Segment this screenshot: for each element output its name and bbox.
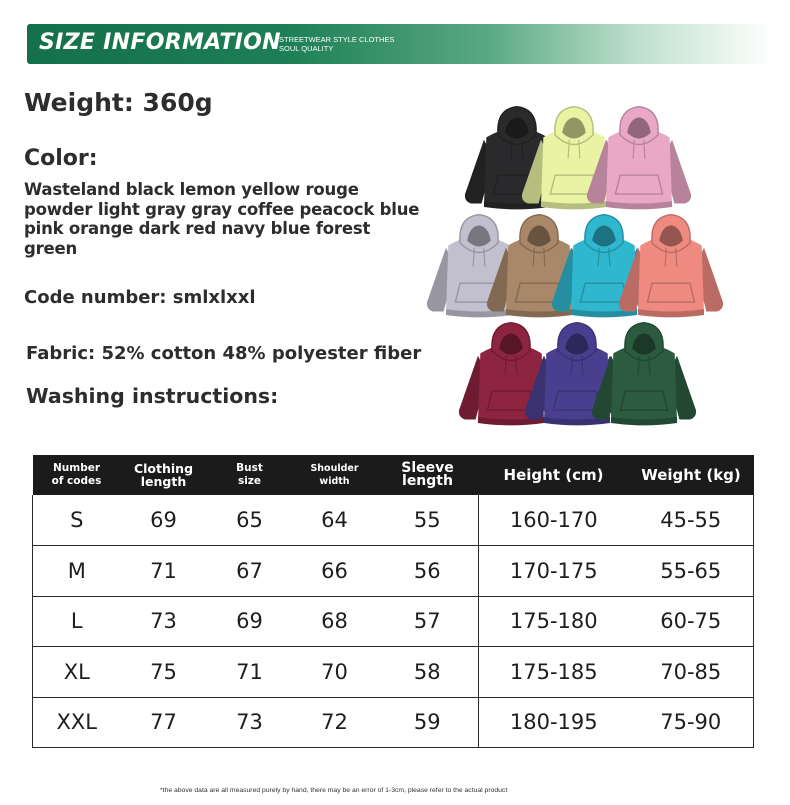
height-cell: 160-170 <box>479 495 629 546</box>
table-row <box>33 495 754 546</box>
header-bust-size: Bust size <box>207 455 293 495</box>
bust-size-cell: 65 <box>207 495 293 546</box>
clothing-length-cell: 69 <box>121 495 207 546</box>
clothing-length-cell: 73 <box>121 596 207 647</box>
size-chart-table <box>32 455 754 748</box>
clothing-length-cell: 77 <box>121 697 207 748</box>
fabric-spec: Fabric: 52% cotton 48% polyester fiber <box>26 343 422 364</box>
bust-size-cell: 71 <box>207 647 293 698</box>
banner-subtitle-line2: SOUL QUALITY <box>279 44 334 53</box>
table-row <box>33 697 754 748</box>
clothing-length-cell: 71 <box>121 546 207 597</box>
header-shoulder-width: Shoulder width <box>293 455 377 495</box>
size-code-cell: XL <box>33 647 121 698</box>
color-list: Wasteland black lemon yellow rouge powder light gray gray coffee peacock blue pink orange dark red navy blue forest green <box>24 180 420 258</box>
code-number-spec: Code number: smlxlxxl <box>24 287 256 308</box>
size-code-cell: M <box>33 546 121 597</box>
sleeve-length-cell: 58 <box>377 647 479 698</box>
bust-size-cell: 73 <box>207 697 293 748</box>
bust-size-cell: 67 <box>207 546 293 597</box>
size-code-cell: XXL <box>33 697 121 748</box>
height-cell: 175-185 <box>479 647 629 698</box>
sleeve-length-cell: 59 <box>377 697 479 748</box>
shoulder-width-cell: 66 <box>293 546 377 597</box>
banner-title: SIZE INFORMATION <box>39 30 281 55</box>
sleeve-length-cell: 56 <box>377 546 479 597</box>
table-row <box>33 546 754 597</box>
washing-instructions: Washing instructions: <box>26 384 279 408</box>
height-cell: 180-195 <box>479 697 629 748</box>
height-cell: 175-180 <box>479 596 629 647</box>
shoulder-width-cell: 68 <box>293 596 377 647</box>
header-sleeve-length: Sleeve length <box>377 455 479 495</box>
sleeve-length-cell: 57 <box>377 596 479 647</box>
hoodie-color-gallery <box>420 100 750 440</box>
header-height: Height (cm) <box>479 455 629 495</box>
weight-cell: 60-75 <box>629 596 754 647</box>
size-code-cell: S <box>33 495 121 546</box>
table-row <box>33 647 754 698</box>
color-heading: Color: <box>24 146 98 171</box>
sleeve-length-cell: 55 <box>377 495 479 546</box>
shoulder-width-cell: 72 <box>293 697 377 748</box>
weight-cell: 75-90 <box>629 697 754 748</box>
hoodie-forest-green-image <box>585 318 703 436</box>
size-code-cell: L <box>33 596 121 647</box>
hoodie-rouge-powder-image <box>580 102 698 220</box>
table-row <box>33 596 754 647</box>
measurement-footnote: *the above data are all measured purely by hand, there may be an error of 1-3cm, please refer to the actual product <box>160 787 508 794</box>
header-weight: Weight (kg) <box>629 455 754 495</box>
hoodie-pink-orange-image <box>612 210 730 328</box>
table-header-row <box>33 455 754 495</box>
banner-subtitle-line1: STREETWEAR STYLE CLOTHES <box>279 35 395 44</box>
header-clothing-length: Clothing length <box>121 455 207 495</box>
shoulder-width-cell: 70 <box>293 647 377 698</box>
clothing-length-cell: 75 <box>121 647 207 698</box>
header-number-of-codes: Number of codes <box>33 455 121 495</box>
weight-spec: Weight: 360g <box>24 88 213 117</box>
shoulder-width-cell: 64 <box>293 495 377 546</box>
bust-size-cell: 69 <box>207 596 293 647</box>
height-cell: 170-175 <box>479 546 629 597</box>
banner-subtitle <box>279 35 429 53</box>
weight-cell: 45-55 <box>629 495 754 546</box>
weight-cell: 70-85 <box>629 647 754 698</box>
weight-cell: 55-65 <box>629 546 754 597</box>
size-information-banner <box>27 24 772 64</box>
